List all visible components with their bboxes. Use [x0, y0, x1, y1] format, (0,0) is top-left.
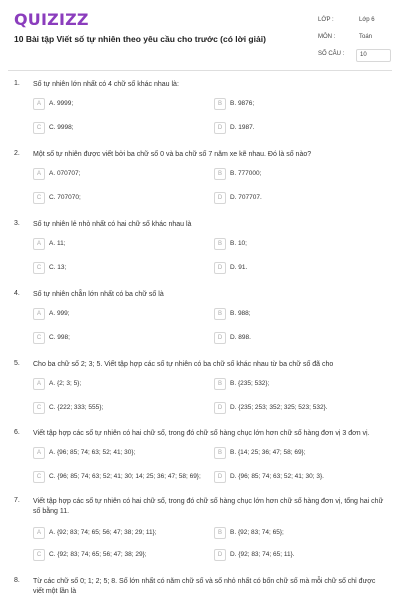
question-text: Từ các chữ số 0; 1; 2; 5; 8. Số lớn nhất có năm chữ số và số nhỏ nhất có bốn chữ số mà mỗi chữ số chỉ được viết một lần là: [33, 578, 376, 595]
option-text: A. {96; 85; 74; 63; 52; 41; 30};: [49, 449, 136, 456]
worksheet-header: [0, 0, 400, 70]
meta-panel: [318, 14, 390, 65]
option-letter-box: B: [214, 447, 226, 459]
option-letter-box: D: [214, 122, 226, 134]
option-text: D. 1987.: [230, 124, 255, 131]
option-text: A. 070707;: [49, 170, 81, 177]
question-number: 1.: [14, 80, 20, 87]
question-number: 4.: [14, 290, 20, 297]
question-text: Viết tập hợp các số tự nhiên có hai chữ số, trong đó chữ số hàng chục lớn hơn chữ số hàng đơn vị 3 đơn vị.: [33, 430, 370, 437]
option-text: C. {222; 333; 555};: [49, 404, 104, 411]
question-text: Số tự nhiên lớn nhất có 4 chữ số khác nhau là:: [33, 81, 179, 88]
option-text: C. {96; 85; 74; 63; 52; 41; 30; 14; 25; 36; 47; 58; 69};: [49, 473, 201, 480]
option-letter-box: A: [33, 527, 45, 539]
question-text: Một số tự nhiên được viết bởi ba chữ số 0 và ba chữ số 7 năm xe kẽ nhau. Đó là số nào?: [33, 151, 312, 158]
question-text: Viết tập hợp các số tự nhiên có hai chữ số, trong đó chữ số hàng chục lớn hơn chữ số hàng đơn vị, tổng hai chữ số bằng 11.: [33, 498, 384, 515]
option-letter-box: A: [33, 308, 45, 320]
option-letter-box: A: [33, 378, 45, 390]
option-letter-box: B: [214, 98, 226, 110]
option-letter-box: D: [214, 262, 226, 274]
option-text: C. 9998;: [49, 124, 74, 131]
option-text: C. 13;: [49, 264, 67, 271]
worksheet-title: 10 Bài tập Viết số tự nhiên theo yêu cầu cho trước (có lời giải): [14, 34, 266, 44]
option-letter-box: C: [33, 549, 45, 561]
question-number: 2.: [14, 150, 20, 157]
option-letter-box: B: [214, 527, 226, 539]
option-letter-box: A: [33, 98, 45, 110]
option-text: C. 998;: [49, 334, 70, 341]
option-letter-box: D: [214, 471, 226, 483]
question-number: 6.: [14, 429, 20, 436]
option-text: D. 91.: [230, 264, 248, 271]
option-letter-box: C: [33, 332, 45, 344]
question-number: 5.: [14, 360, 20, 367]
option-text: D. {235; 253; 352; 325; 523; 532}.: [230, 404, 328, 411]
meta-label: MÔN :: [318, 34, 336, 40]
meta-label: LỚP :: [318, 17, 334, 23]
option-letter-box: D: [214, 402, 226, 414]
option-text: B. 10;: [230, 240, 247, 247]
option-text: B. 9876;: [230, 100, 255, 107]
option-letter-box: B: [214, 168, 226, 180]
option-text: A. {2; 3; 5};: [49, 380, 82, 387]
option-letter-box: D: [214, 549, 226, 561]
option-text: B. 988;: [230, 310, 251, 317]
question-text: Số tự nhiên lẻ nhỏ nhất có hai chữ số khác nhau là: [33, 221, 192, 228]
option-text: A. 999;: [49, 310, 70, 317]
option-letter-box: D: [214, 332, 226, 344]
question-number: 7.: [14, 497, 20, 504]
meta-value: Toán: [359, 34, 373, 40]
option-text: B. {235; 532};: [230, 380, 270, 387]
question-number: 8.: [14, 577, 20, 584]
meta-row-subject: [318, 31, 390, 48]
option-text: D. 707707.: [230, 194, 262, 201]
meta-value: 10: [356, 49, 391, 62]
option-text: C. 707070;: [49, 194, 81, 201]
option-letter-box: A: [33, 168, 45, 180]
option-text: A. 11;: [49, 240, 66, 247]
option-letter-box: B: [214, 378, 226, 390]
meta-label: SỐ CÂU :: [318, 51, 345, 57]
option-text: A. {92; 83; 74; 65; 56; 47; 38; 29; 11};: [49, 529, 157, 536]
option-text: D. {92; 83; 74; 65; 11}.: [230, 551, 295, 558]
meta-row-count: [318, 48, 390, 65]
option-letter-box: C: [33, 122, 45, 134]
question-number: 3.: [14, 220, 20, 227]
option-letter-box: A: [33, 447, 45, 459]
option-text: D. 898.: [230, 334, 251, 341]
option-text: D. {96; 85; 74; 63; 52; 41; 30; 3}.: [230, 473, 324, 480]
question-text: Cho ba chữ số 2; 3; 5. Viết tập hợp các số tự nhiên có ba chữ số khác nhau từ ba chữ số đã cho: [33, 361, 334, 368]
question-text: Số tự nhiên chẵn lớn nhất có ba chữ số là: [33, 291, 164, 298]
option-letter-box: C: [33, 402, 45, 414]
option-letter-box: D: [214, 192, 226, 204]
option-letter-box: A: [33, 238, 45, 250]
meta-value: Lớp 6: [359, 17, 375, 23]
option-letter-box: C: [33, 471, 45, 483]
option-letter-box: C: [33, 262, 45, 274]
option-text: B. 777000;: [230, 170, 262, 177]
header-divider: [8, 70, 392, 71]
option-text: B. {92; 83; 74; 65};: [230, 529, 284, 536]
meta-row-grade: [318, 14, 390, 31]
option-letter-box: B: [214, 308, 226, 320]
option-text: C. {92; 83; 74; 65; 56; 47; 38; 29};: [49, 551, 147, 558]
option-letter-box: B: [214, 238, 226, 250]
option-text: B. {14; 25; 36; 47; 58; 69};: [230, 449, 306, 456]
option-letter-box: C: [33, 192, 45, 204]
option-text: A. 9999;: [49, 100, 74, 107]
quizizz-logo: QUIZIZZ: [14, 10, 89, 29]
